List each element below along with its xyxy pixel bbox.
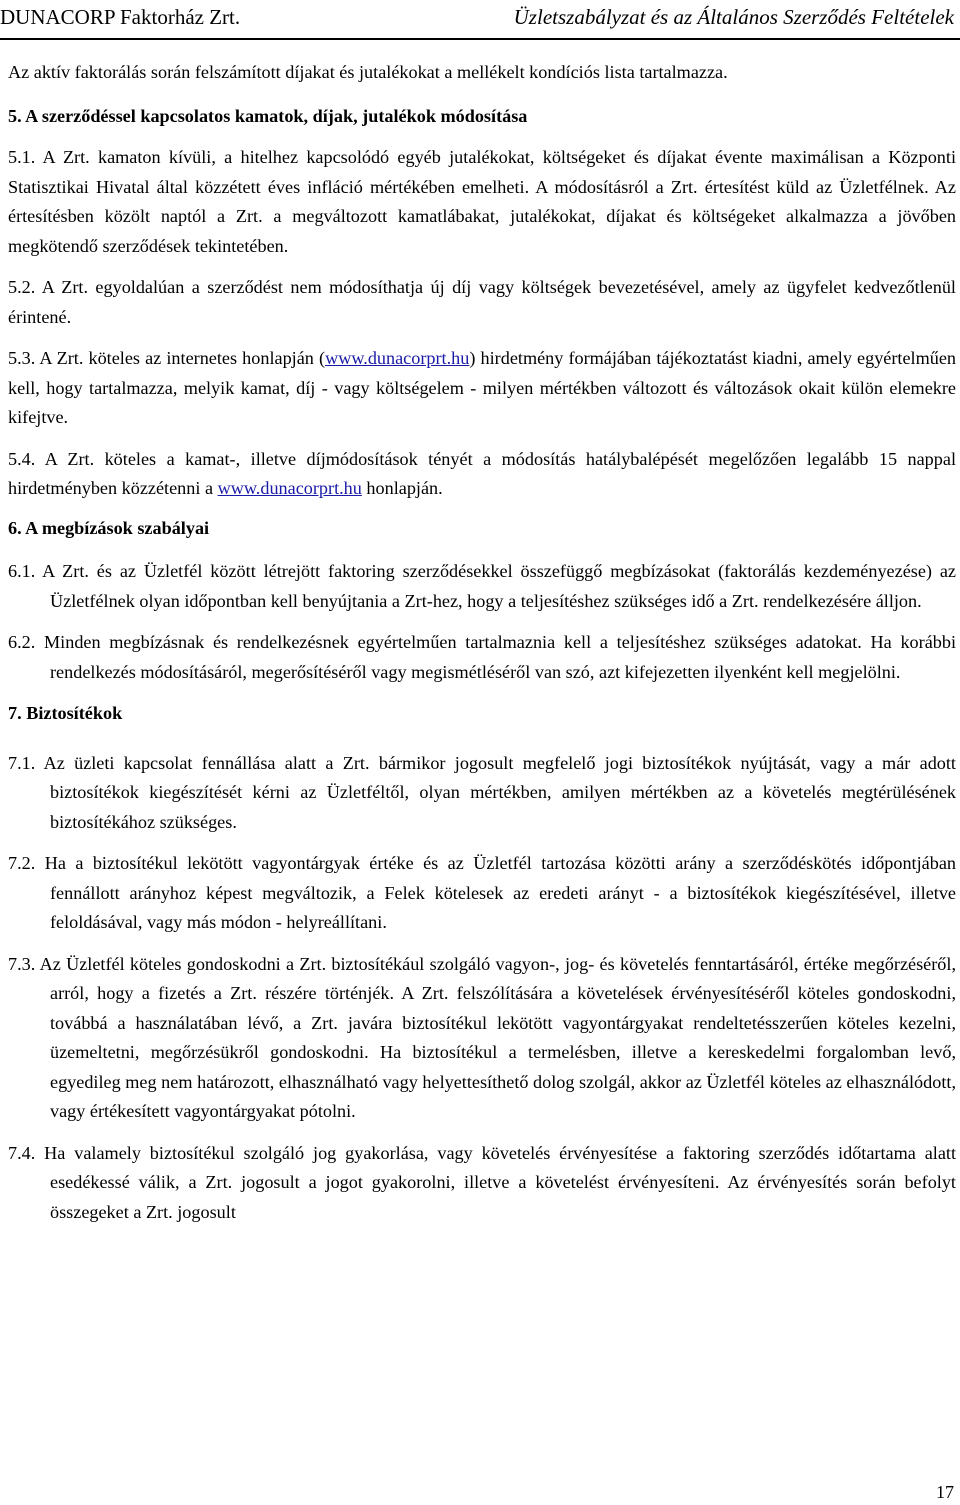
- item-number: 7.1.: [8, 752, 36, 773]
- document-title: Üzletszabályzat és az Általános Szerződés Feltételek: [513, 5, 954, 29]
- website-link[interactable]: www.dunacorprt.hu: [325, 348, 470, 368]
- paragraph-5-4-end: honlapján.: [361, 478, 443, 498]
- section-6-heading: 6. A megbízások szabályai: [8, 517, 210, 538]
- document-body: [8, 58, 956, 1227]
- paragraph-5-4-start: 5.4. A Zrt. köteles a kamat-, illetve díjmódosítások tényét a módosítás hatálybalépését megelőzően legalább 15 nappal hirdetményben közzétenni a: [8, 448, 956, 498]
- item-number: 7.3.: [8, 953, 36, 974]
- item-text: Az Üzletfél köteles gondoskodni a Zrt. biztosítékául szolgáló vagyon-, jog- és követelés fenntartásáról, értéke megőrzéséről, arról, hogy a fizetés a Zrt. részére történjék. A Zrt. felszólítására a követelések érvényesítéséről köteles gondoskodni, továbbá a használatában lévő, a Zrt. javára biztosítékul lekötött vagyontárgyakat rendeltetésszerűen köteles kezelni, üzemeltetni, megőrzésükről gondoskodni. Ha biztosítékul a termelésben, illetve a kereskedelmi forgalomban levő, egyedileg meg nem határozott, elhasználható vagy helyettesíthető dolog szolgál, akkor az Üzletfél köteles az elhasználódott, vagy értékesített vagyontárgyakat pótolni.: [39, 953, 956, 1121]
- paragraph-7-2: [8, 849, 956, 938]
- paragraph-6-1: [8, 557, 956, 616]
- company-name: DUNACORP Faktorház Zrt.: [0, 5, 241, 29]
- paragraph-7-4: [8, 1139, 956, 1228]
- paragraph-5-2: 5.2. A Zrt. egyoldalúan a szerződést nem módosíthatja új díj vagy költségek bevezetésével, amely az ügyfelet kedvezőtlenül érintené.: [8, 277, 956, 327]
- paragraph-7-3: [8, 950, 956, 1127]
- item-text: Minden megbízásnak és rendelkezésnek egyértelműen tartalmaznia kell a teljesítéshez szükséges adatokat. Ha korábbi rendelkezés módosításáról, megerősítéséről vagy megismétléséről van szó, azt kifejezetten ilyenként kell megjelölni.: [44, 632, 957, 682]
- item-number: 6.2.: [8, 632, 36, 652]
- paragraph-5-3: [8, 344, 956, 433]
- section-7-heading: 7. Biztosítékok: [8, 703, 123, 723]
- paragraph-5-3-start: 5.3. A Zrt. köteles az internetes honlapján (: [8, 348, 326, 368]
- website-link-2[interactable]: www.dunacorprt.hu: [217, 478, 362, 498]
- page-number: 17: [936, 1482, 954, 1502]
- paragraph-6-2: [8, 628, 956, 687]
- item-text: Ha valamely biztosítékul szolgáló jog gyakorlása, vagy követelés érvényesítése a faktoring szerződés időtartama alatt esedékessé válik, a Zrt. jogosult a jogot gyakorolni, illetve a követelést érvényesíteni. Az érvényesítés során befolyt összegeket a Zrt. jogosult: [44, 1142, 957, 1222]
- item-text: A Zrt. és az Üzletfél között létrejött faktoring szerződésekkel összefüggő megbízásokat (faktorálás kezdeményezése) az Üzletfélnek olyan időpontban kell benyújtania a Zrt-hez, hogy a teljesítéshez szükséges idő a Zrt. rendelkezésére álljon.: [42, 561, 957, 611]
- paragraph-5-4: [8, 445, 956, 504]
- item-text: Ha a biztosítékul lekötött vagyontárgyak értéke és az Üzletfél tartozása közötti arány a szerződéskötés időpontjában fennállott arányhoz képest megváltozik, a Felek kötelesek az eredeti arányt - a biztosítékok kiegészítésével, illetve feloldásával, vagy más módon - helyreállítani.: [44, 853, 956, 932]
- item-text: Az üzleti kapcsolat fennállása alatt a Zrt. bármikor jogosult megfelelő jogi biztosítékok nyújtását, vagy a már adott biztosítékok kiegészítését kérni az Üzletféltől, olyan mértékben, amilyen mértékben az a követelés megtérülésének biztosítékához szükséges.: [43, 752, 956, 832]
- page-header: [0, 0, 960, 40]
- paragraph-5-3-end: ) hirdetmény formájában tájékoztatást kiadni, amely egyértelműen kell, hogy tartalmazza, melyik kamat, díj - vagy költségelem - milyen mértékben változott és változások okait külön elemekre kifejtve.: [8, 348, 957, 427]
- paragraph-7-1: [8, 749, 956, 838]
- paragraph-5-1: 5.1. A Zrt. kamaton kívüli, a hitelhez kapcsolódó egyéb jutalékokat, költségeket és díjakat évente maximálisan a Központi Statisztikai Hivatal által közzétett éves infláció mértékében emelheti. A módosításról a Zrt. értesítést küld az Üzletfélnek. Az értesítésben közölt naptól a Zrt. a megváltozott kamatlábakat, jutalékokat, díjakat és költségeket alkalmazza a jövőben megkötendő szerződések tekintetében.: [8, 147, 956, 256]
- item-number: 6.1.: [8, 561, 36, 581]
- item-number: 7.4.: [8, 1142, 36, 1163]
- section-5-heading: 5. A szerződéssel kapcsolatos kamatok, díjak, jutalékok módosítása: [8, 105, 528, 126]
- item-number: 7.2.: [8, 853, 36, 873]
- intro-paragraph: Az aktív faktorálás során felszámított díjakat és jutalékokat a mellékelt kondíciós lista tartalmazza.: [8, 62, 728, 82]
